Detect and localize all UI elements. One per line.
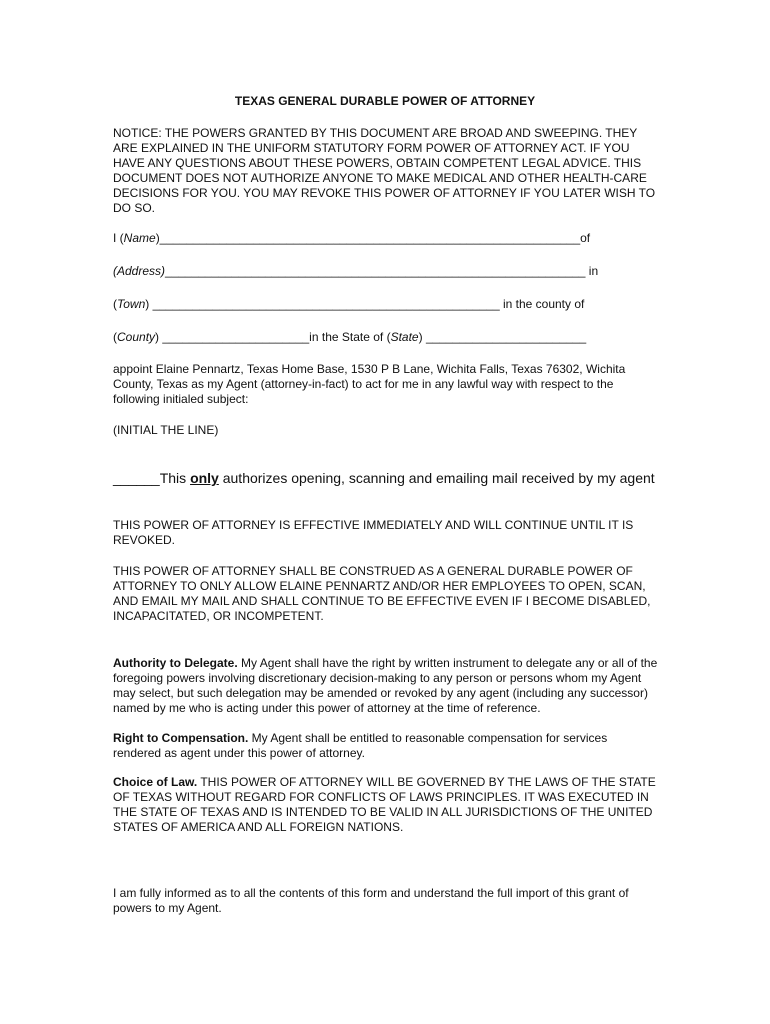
county-label: County [117, 330, 156, 344]
name-label: Name [123, 231, 156, 245]
address-label: (Address) [113, 264, 166, 278]
town-field-line [113, 297, 584, 312]
state-blank: ) ________________________ [418, 330, 587, 344]
construed-paragraph: THIS POWER OF ATTORNEY SHALL BE CONSTRUED AS A GENERAL DURABLE POWER OF ATTORNEY TO ONLY ALLOW ELAINE PENNARTZ AND/OR HER EMPLOYEES TO OPEN, SCAN, AND EMAIL MY MAIL AND SHALL CONTINUE TO BE EFFECTIVE EVEN IF I BECOME DISABLED, INCAPACITATED, OR INCOMPETENT. [113, 564, 651, 623]
initial-the-line: (INITIAL THE LINE) [113, 423, 219, 437]
notice-paragraph: NOTICE: THE POWERS GRANTED BY THIS DOCUMENT ARE BROAD AND SWEEPING. THEY ARE EXPLAINED IN THE UNIFORM STATUTORY FORM POWER OF ATTORNEY ACT. IF YOU HAVE ANY QUESTIONS ABOUT THESE POWERS, OBTAIN COMPETENT LEGAL ADVICE. THIS DOCUMENT DOES NOT AUTHORIZE ANYONE TO MAKE MEDICAL AND OTHER HEALTH-CARE DECISIONS FOR YOU. YOU MAY REVOKE THIS POWER OF ATTORNEY IF YOU LATER WISH TO DO SO. [113, 126, 656, 215]
choice-of-law-heading: Choice of Law. [113, 775, 198, 789]
town-blank: ) ____________________________________________________ in the county of [145, 297, 585, 311]
appoint-paragraph: appoint Elaine Pennartz, Texas Home Base, 1530 P B Lane, Wichita Falls, Texas 76302, Wichita County, Texas as my Agent (attorney-in-fact) to act for me in any lawful way with respect to the following initialed subject: [113, 362, 626, 406]
name-prefix: I ( [113, 231, 124, 245]
authorization-line [113, 469, 655, 487]
choice-of-law-text: THIS POWER OF ATTORNEY WILL BE GOVERNED BY THE LAWS OF THE STATE OF TEXAS WITHOUT REGARD FOR CONFLICTS OF LAWS PRINCIPLES. IT WAS EXECUTED IN THE STATE OF TEXAS AND IS INTENDED TO BE VALID IN ALL JURISDICTIONS OF THE UNITED STATES OF AMERICA AND ALL FOREIGN NATIONS. [113, 775, 656, 834]
effective-paragraph: THIS POWER OF ATTORNEY IS EFFECTIVE IMMEDIATELY AND WILL CONTINUE UNTIL IT IS REVOKED. [113, 518, 634, 547]
only-emphasis: only [190, 470, 219, 486]
name-field-line [113, 231, 590, 246]
town-label: Town [117, 297, 146, 311]
document-title: TEXAS GENERAL DURABLE POWER OF ATTORNEY [234, 94, 536, 108]
state-label: State [390, 330, 419, 344]
county-prefix: ( [113, 330, 117, 344]
compensation-text: My Agent shall be entitled to reasonable compensation for services rendered as agent under this power of attorney. [113, 731, 608, 760]
delegate-heading: Authority to Delegate. [113, 656, 238, 670]
initial-blank: ______This [113, 470, 191, 486]
delegate-text: My Agent shall have the right by written instrument to delegate any or all of the foregoing powers involving discretionary decision-making to any person or persons whom my Agent may select, but such delegation may be amended or revoked by any agent (including any successor) named by me who is acting under this power of attorney at the time of reference. [113, 656, 658, 715]
informed-paragraph: I am fully informed as to all the contents of this form and understand the full import of this grant of powers to my Agent. [113, 886, 629, 915]
address-blank: _______________________________________________________________ in [165, 264, 599, 278]
name-blank: )_______________________________________________________________of [155, 231, 591, 245]
choice-of-law-paragraph [113, 775, 658, 835]
compensation-heading: Right to Compensation. [113, 731, 249, 745]
county-blank: ) ______________________in the State of ( [155, 330, 391, 344]
county-state-field-line [113, 330, 586, 345]
compensation-paragraph [113, 731, 658, 761]
authorization-text: authorizes opening, scanning and emailing mail received by my agent [218, 470, 655, 486]
delegate-paragraph [113, 656, 658, 716]
town-prefix: ( [113, 297, 117, 311]
address-field-line [113, 264, 598, 279]
